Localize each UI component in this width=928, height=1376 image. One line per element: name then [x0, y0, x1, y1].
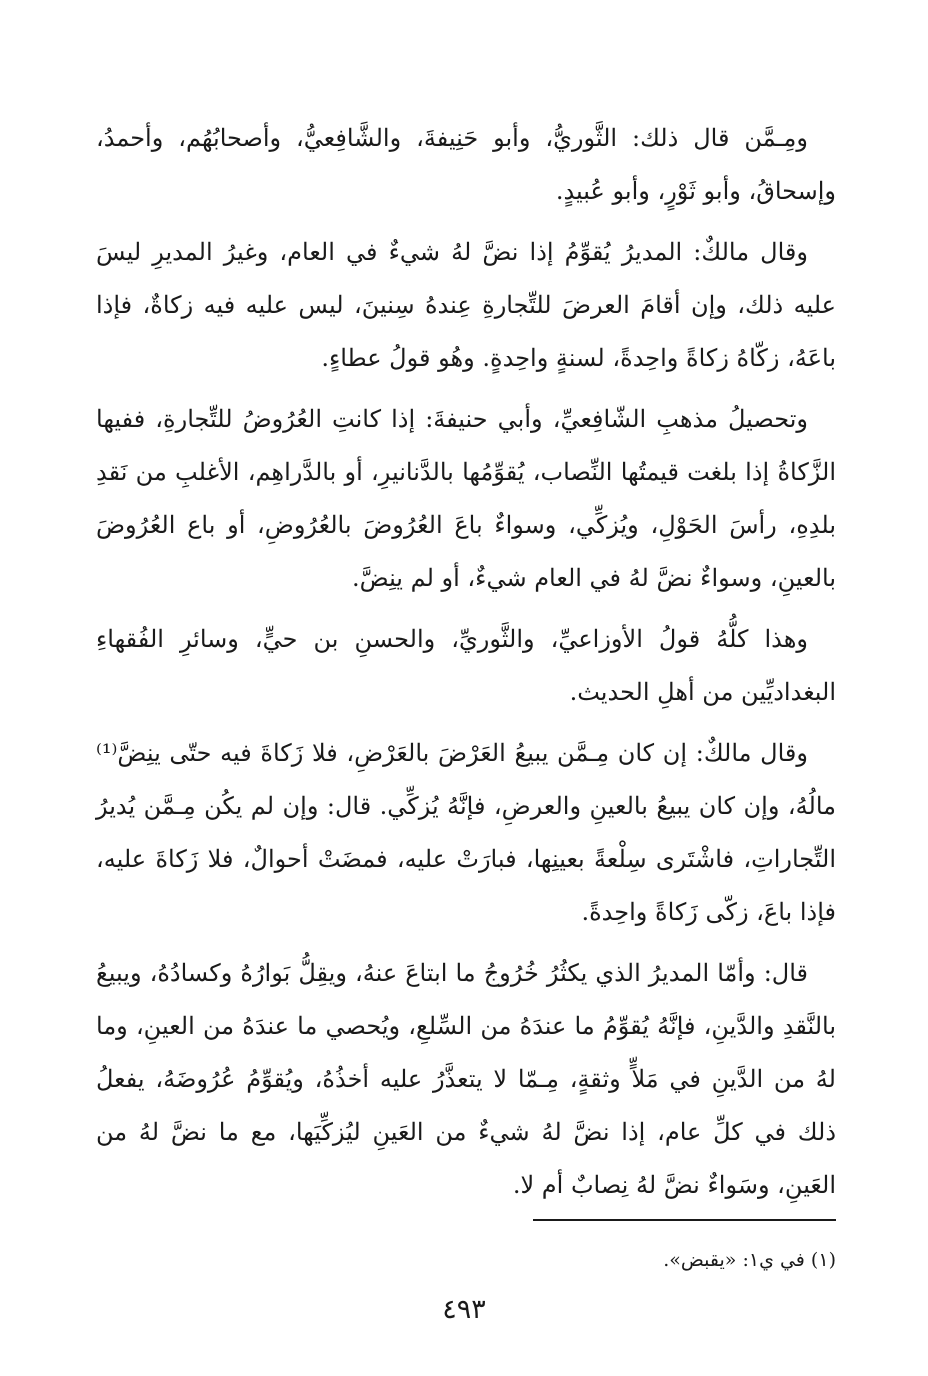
footnote: (١) في ي١: «يقبض». [663, 1249, 836, 1271]
page-number: ٤٩٣ [442, 1294, 486, 1325]
paragraph-6: قال: وأمّا المديرُ الذي يكثُرُ خُرُوجُ ما ابتاعَ عنهُ، ويقِلُّ بَوارُهُ وكسادُهُ، ويبيعُ بالنَّقدِ والدَّينِ، فإنَّهُ يُقوِّمُ ما عندَهُ من السِّلعِ، ويُحصي ما عندَهُ من العينِ، وما لهُ من الدَّينِ في مَلاٍّ وثقةٍ، مِـمّا لا يتعذَّرُ عليه أخذُهُ، ويُقوِّمُ عُرُوضَهُ، يفعلُ ذلك في كلِّ عام، إذا نضَّ لهُ شيءٌ من العَينِ ليُزكِّيَها، مع ما نضَّ لهُ من العَينِ، وسَواءٌ نضَّ لهُ نِصابٌ أم لا. [96, 959, 836, 1199]
footnote-separator [533, 1219, 836, 1221]
paragraph-2: وقال مالكٌ: المديرُ يُقوِّمُ إذا نضَّ لهُ شيءٌ في العام، وغيرُ المديرِ ليسَ عليه ذلك، وإن أقامَ العرضَ للتِّجارةِ عِندهُ سِنينَ، ليس عليه فيه زكاةٌ، فإذا باعَهُ، زكّاهُ زكاةً واحِدةً، لسنةٍ واحِدةٍ. وهُو قولُ عطاءٍ. [96, 238, 836, 372]
paragraph-3: وتحصيلُ مذهبِ الشّافِعيِّ، وأبي حنيفةَ: إذا كانتِ العُرُوضُ للتِّجارةِ، ففيها الزَّكاةُ إذا بلغت قيمتُها النِّصاب، يُقوِّمُها بالدَّنانيرِ، أو بالدَّراهِم، الأغلبِ من نَقدِ بلدِهِ، رأسَ الحَوْلِ، ويُزكِّي، وسواءٌ باعَ العُرُوضَ بالعُرُوضِ، أو باع العُرُوضَ بالعينِ، وسواءٌ نضَّ لهُ في العام شيءٌ، أو لم ينِضَّ. [96, 405, 836, 592]
paragraph-5: وقال مالكٌ: إن كان مِـمَّن يبيعُ العَرْضَ بالعَرْضِ، فلا زَكاةَ فيه حتّى ينِضَّ⁽¹⁾ مالُهُ، وإن كان يبيعُ بالعينِ والعرضِ، فإنَّهُ يُزكِّي. قال: وإن لم يكُن مِـمَّن يُديرُ التِّجاراتِ، فاشْتَرى سِلْعةً بعينِها، فبارَتْ عليه، فمضَتْ أحوالٌ، فلا زَكاةَ عليه، فإذا باعَ، زكّى زَكاةً واحِدةً. [96, 739, 836, 926]
paragraph-1: ومِـمَّن قال ذلك: الثَّوريُّ، وأبو حَنِيفةَ، والشَّافِعيُّ، وأصحابُهُم، وأحمدُ، وإسحاقُ، وأبو ثَوْرٍ، وأبو عُبيدٍ. [96, 124, 836, 205]
main-text [96, 112, 836, 1212]
paragraph-4: وهذا كلُّهُ قولُ الأوزاعيِّ، والثَّوريِّ، والحسنِ بن حيٍّ، وسائرِ الفُقهاءِ البغداديِّين من أهلِ الحديث. [96, 625, 836, 706]
